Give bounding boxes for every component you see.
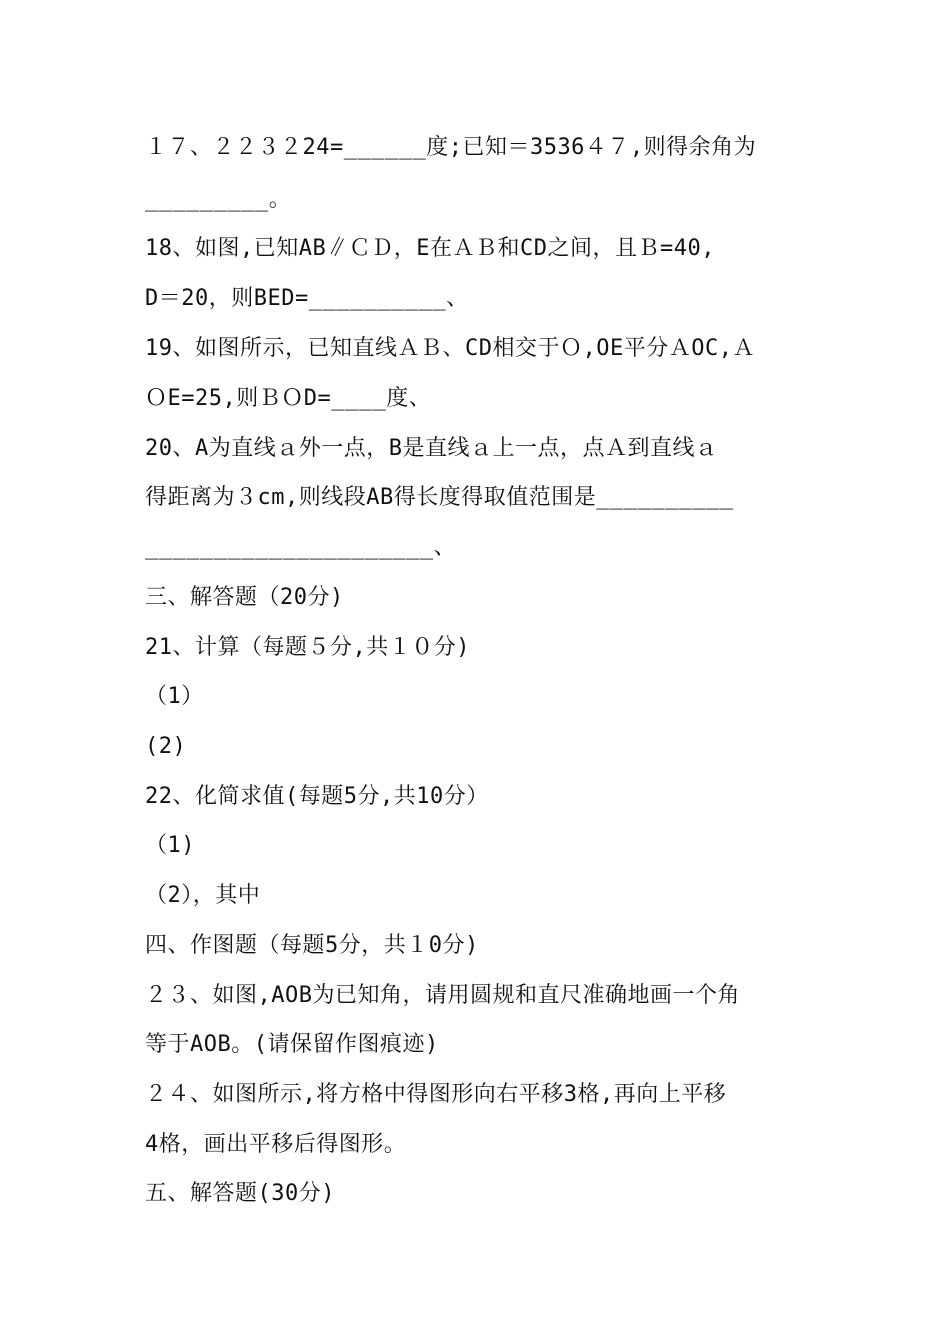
question-20-line-2: 得距离为３cm,则线段AB得长度得取值范围是__________ bbox=[145, 485, 734, 510]
question-17-line-2: _________。 bbox=[145, 187, 292, 212]
question-20-line-3: _____________________、 bbox=[145, 535, 457, 560]
question-22-heading: 22、化简求值(每题5分,共10分） bbox=[145, 784, 489, 809]
question-22-part-2: （2），其中 bbox=[145, 883, 261, 908]
question-18-line-1: 18、如图,已知AB∥ＣＤ，E在ＡＢ和CD之间，且Ｂ=40, bbox=[145, 236, 715, 261]
question-18-line-2: D＝20，则BED=__________、 bbox=[145, 286, 469, 311]
section-4-heading: 四、作图题（每题5分，共１0分) bbox=[145, 933, 479, 958]
question-17-line-1: １７、２２３２24=______度;已知＝3536４７,则得余角为 bbox=[145, 135, 757, 160]
question-23-line-1: ２３、如图,AOB为已知角，请用圆规和直尺准确地画一个角 bbox=[145, 983, 740, 1008]
question-19-line-2: ＯE=25,则ＢＯD=____度、 bbox=[145, 386, 432, 411]
question-24-line-1: ２４、如图所示,将方格中得图形向右平移3格,再向上平移 bbox=[145, 1082, 727, 1107]
section-3-heading: 三、解答题（20分) bbox=[145, 585, 344, 610]
question-22-part-1: （1) bbox=[145, 833, 195, 858]
question-24-line-2: 4格，画出平移后得图形。 bbox=[145, 1132, 407, 1157]
question-21-heading: 21、计算（每题５分,共１０分) bbox=[145, 635, 470, 660]
question-23-line-2: 等于AOB。(请保留作图痕迹) bbox=[145, 1032, 439, 1057]
question-21-part-2: (2) bbox=[145, 734, 187, 759]
question-19-line-1: 19、如图所示，已知直线ＡＢ、CD相交于Ｏ,OE平分ＡOC,Ａ bbox=[145, 336, 755, 361]
question-20-line-1: 20、A为直线ａ外一点，B是直线ａ上一点，点Ａ到直线ａ bbox=[145, 436, 718, 461]
section-5-heading: 五、解答题(30分) bbox=[145, 1181, 335, 1206]
question-21-part-1: （1） bbox=[145, 684, 204, 709]
